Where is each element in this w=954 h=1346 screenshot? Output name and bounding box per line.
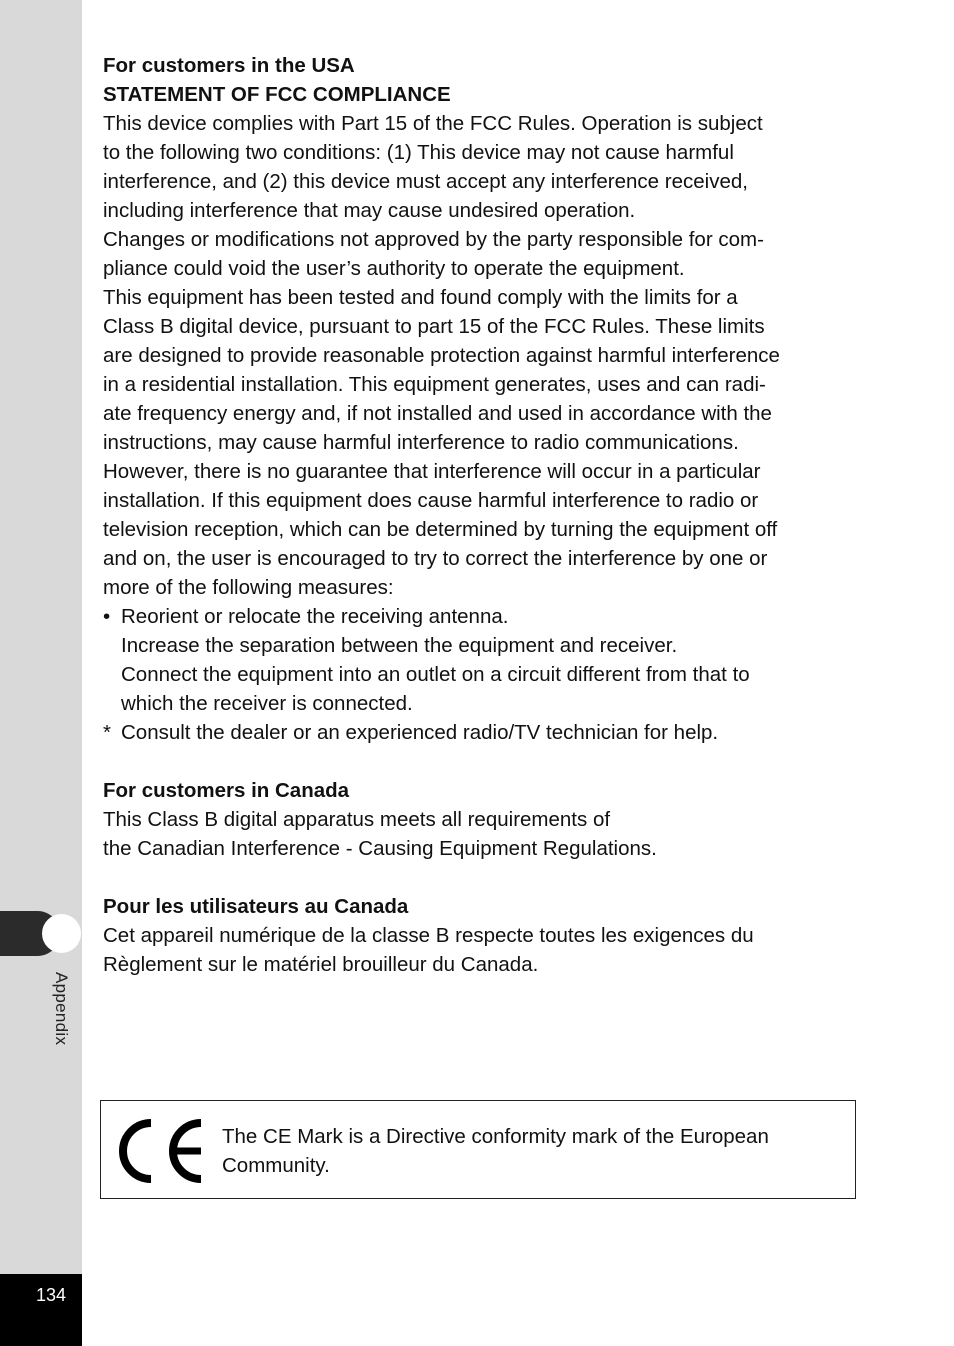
fcc-heading: STATEMENT OF FCC COMPLIANCE	[103, 83, 451, 106]
usa-heading: For customers in the USA	[103, 54, 355, 77]
canada-line: the Canadian Interference - Causing Equipment Regulations.	[103, 837, 657, 860]
fcc-line: This equipment has been tested and found comply with the limits for a	[103, 286, 738, 309]
fcc-line: Changes or modifications not approved by the party responsible for com-	[103, 228, 764, 251]
note-item	[103, 718, 859, 747]
fcc-line: and on, the user is encouraged to try to correct the interference by one or	[103, 547, 768, 570]
fcc-line: to the following two conditions: (1) This device may not cause harmful	[103, 141, 734, 164]
fcc-line: pliance could void the user’s authority to operate the equipment.	[103, 257, 685, 280]
fcc-line: installation. If this equipment does cause harmful interference to radio or	[103, 489, 759, 512]
fcc-line: are designed to provide reasonable protection against harmful interference	[103, 344, 780, 367]
sidebar	[0, 0, 82, 1346]
note-marker: *	[103, 721, 111, 744]
ce-notice-box	[100, 1100, 856, 1199]
fcc-line: in a residential installation. This equipment generates, uses and can radi-	[103, 373, 766, 396]
canada-fr-line: Cet appareil numérique de la classe B respecte toutes les exigences du	[103, 924, 754, 947]
main-content	[103, 51, 859, 979]
canada-line: This Class B digital apparatus meets all requirements of	[103, 808, 611, 831]
ce-text	[222, 1122, 842, 1180]
page-number: 134	[36, 1285, 67, 1305]
fcc-line: However, there is no guarantee that interference will occur in a particular	[103, 460, 761, 483]
bullet-line: Connect the equipment into an outlet on a circuit different from that to	[121, 663, 750, 686]
section-tab-circle	[42, 914, 81, 953]
ce-mark-icon	[117, 1119, 205, 1183]
fcc-line: This device complies with Part 15 of the FCC Rules. Operation is subject	[103, 112, 763, 135]
canada-fr-heading: Pour les utilisateurs au Canada	[103, 895, 409, 918]
fcc-line: more of the following measures:	[103, 576, 394, 599]
bullet-item	[103, 602, 859, 718]
note-line: Consult the dealer or an experienced radio/TV technician for help.	[121, 721, 719, 744]
fcc-line: Class B digital device, pursuant to part 15 of the FCC Rules. These limits	[103, 315, 765, 338]
section-label: Appendix	[52, 972, 71, 1046]
fcc-line: television reception, which can be determined by turning the equipment off	[103, 518, 778, 541]
fcc-line: instructions, may cause harmful interference to radio communications.	[103, 431, 739, 454]
bullet-marker: •	[103, 605, 111, 628]
fcc-line: interference, and (2) this device must accept any interference received,	[103, 170, 748, 193]
ce-line: Community.	[222, 1154, 330, 1177]
ce-line: The CE Mark is a Directive conformity mark of the European	[222, 1125, 769, 1148]
fcc-line: ate frequency energy and, if not installed and used in accordance with the	[103, 402, 772, 425]
canada-fr-line: Règlement sur le matériel brouilleur du Canada.	[103, 953, 539, 976]
bullet-line: Reorient or relocate the receiving antenna.	[121, 605, 509, 628]
canada-heading: For customers in Canada	[103, 779, 350, 802]
bullet-line: which the receiver is connected.	[121, 692, 413, 715]
fcc-line: including interference that may cause undesired operation.	[103, 199, 636, 222]
bullet-line: Increase the separation between the equipment and receiver.	[121, 634, 678, 657]
